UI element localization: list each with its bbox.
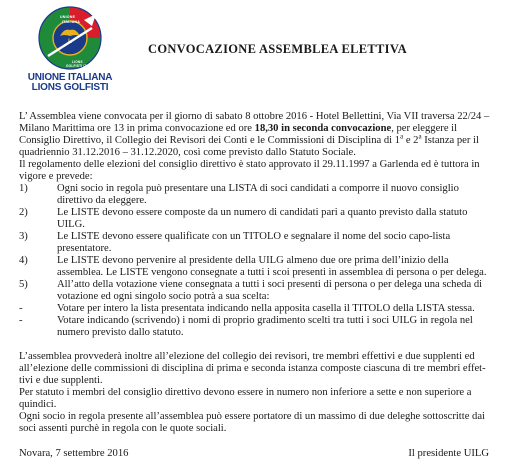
list-marker: 3) (19, 231, 28, 242)
rules-list (19, 183, 493, 339)
document-body (19, 111, 493, 435)
list-marker: 5) (19, 279, 28, 290)
list-item-text: Votare per intero la lista presentata indicando nella apposita casella il TITOLO della LISTA stessa. (57, 303, 475, 314)
logo-brand-line-1: UNIONE ITALIANA (27, 72, 113, 83)
logo-ring-bottom-1: LIONS (72, 60, 83, 64)
uilg-logo (18, 6, 122, 92)
intro-text-end: Istanza per il quadriennio 31.12.2016 – 31.12.2020, così come previsto dallo Statuto Sociale. (19, 135, 479, 158)
logo-ring-bottom-2: GOLFISTI ITALIANI (66, 64, 99, 68)
list-item-text: Ogni socio in regola può presentare una LISTA di soci candidati a comporre il nuovo consiglio direttivo da eleggere. (57, 183, 459, 206)
list-item (19, 255, 493, 279)
document-title: CONVOCAZIONE ASSEMBLEA ELETTIVA (148, 42, 407, 56)
list-marker: 4) (19, 255, 28, 266)
place-date: Novara, 7 settembre 2016 (19, 448, 129, 459)
intro-paragraph (19, 111, 493, 159)
list-marker: 1) (19, 183, 28, 194)
list-item-text: All’atto della votazione viene consegnata a tutti i soci presenti di persona o per delega una scheda di votazione ed ogni singolo socio potrà a sua scelta: (57, 279, 483, 302)
intro-bold-text: 18,30 in seconda convocazione (254, 123, 392, 134)
list-item (19, 231, 493, 255)
list-item-text: Votare indicando (scrivendo) i nomi di proprio gradimento scelti tra tutti i soci UILG in regola nel numero previsto dallo statuto. (57, 315, 473, 338)
logo-brand-line-2: LIONS GOLFISTI (31, 82, 109, 93)
intro-text-mid: , per eleggere il Consiglio Direttivo, il Collegio dei Revisori dei Conti e le Commissioni di Disciplina di 1 (19, 123, 458, 146)
signature: Il presidente UILG (408, 448, 489, 459)
logo-ring-top-2: ITALIANA (62, 20, 81, 24)
list-item-text: Le LISTE devono pervenire al presidente della UILG almeno due ore prima dell’inizio della assemblea. Le LISTE vengono consegnate a tutti i scoi presenti in assemblea di persona o per delega. (57, 255, 487, 278)
list-item (19, 183, 493, 207)
list-item-text: Le LISTE devono essere composte da un numero di candidati pari a quanto previsto dalla statuto UILG. (57, 207, 468, 230)
list-marker: - (19, 303, 23, 314)
intro-text-start: L’ Assemblea viene convocata per il giorno di sabato 8 ottobre 2016 - Hotel Bellettini, Via VII traversa 22/24 – Milano Marittima ore 13 in prima convocazione ed ore (19, 111, 490, 134)
list-marker: 2) (19, 207, 28, 218)
intro-text-mid-2: e 2 (403, 135, 419, 146)
list-item (19, 303, 493, 315)
spacer (19, 339, 493, 351)
list-item-text: Le LISTE devono essere qualificate con un TITOLO e segnalare il nome del socio capo-lista presentatore. (57, 231, 451, 254)
list-marker: - (19, 315, 23, 326)
list-item (19, 207, 493, 231)
council-size-paragraph: Per statuto i membri del consiglio direttivo devono essere in numero non inferiore a sette e non superiore a quindici. (19, 387, 472, 410)
logo-ring-top-1: UNIONE (60, 15, 76, 19)
regulation-paragraph: Il regolamento delle elezioni del consiglio direttivo è stato approvato il 29.11.1997 a Garlenda ed è tuttora in vigore e prevede: (19, 159, 480, 182)
intro-sup-2: a (418, 132, 422, 141)
list-item (19, 279, 493, 303)
list-item (19, 315, 493, 339)
elections-paragraph: L’assemblea provvederà inoltre all’elezione del collegio dei revisori, tre membri effettivi e due supplenti ed all’elezione delle commissioni di disciplina di prima e seconda istanza composte ciascuna di tre membri effet-tivi e due supplenti. (19, 351, 486, 386)
intro-sup-1: a (400, 132, 404, 141)
proxy-paragraph: Ogni socio in regola presente all’assemblea può essere portatore di un massimo di due deleghe sottoscritte dai soci assenti purchè in regola con le quote sociali. (19, 411, 485, 434)
